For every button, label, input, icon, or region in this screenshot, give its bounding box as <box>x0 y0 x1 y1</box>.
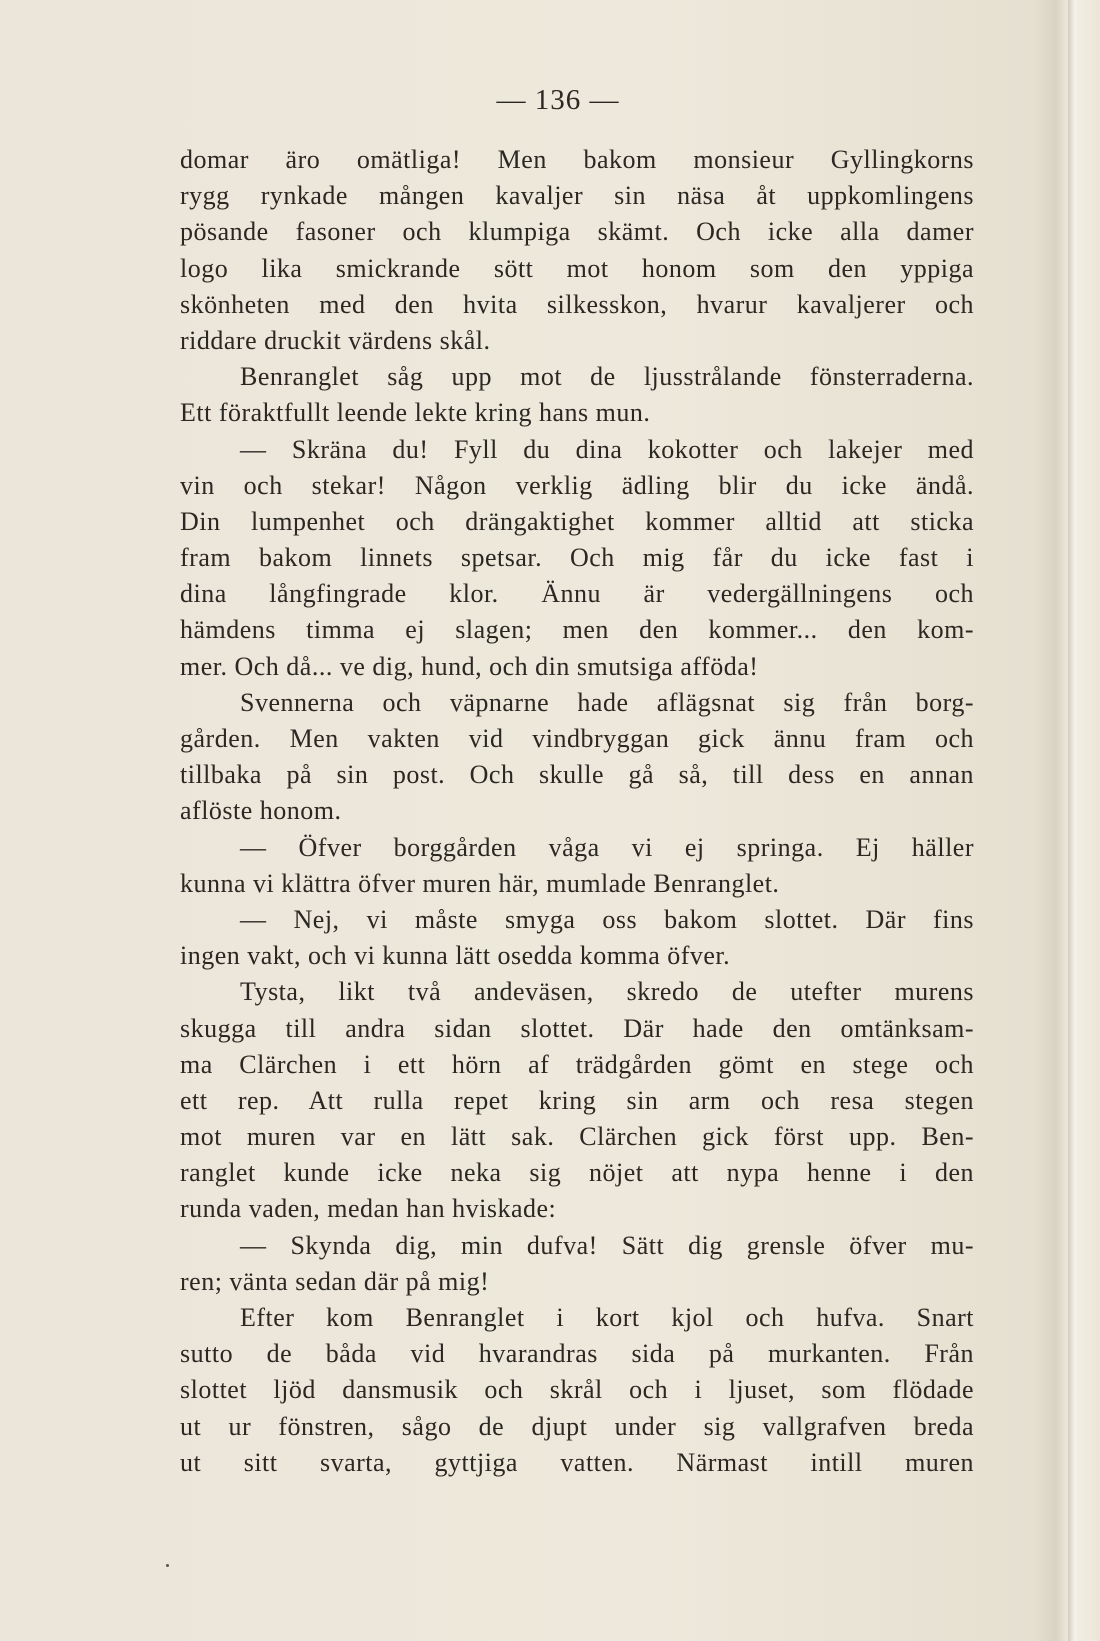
page-binding-edge <box>1068 0 1076 1641</box>
text-line: domar äro omätliga! Men bakom monsieur Gyllingkorns <box>180 145 974 174</box>
text-line: — Skräna du! Fyll du dina kokotter och lakejer med <box>240 434 974 464</box>
text-line: Efter kom Benranglet i kort kjol och hufva. Snart <box>240 1303 974 1332</box>
text-line: ut ur fönstren, sågo de djupt under sig vallgrafven breda <box>180 1411 974 1441</box>
text-line: — Öfver borggården våga vi ej springa. Ej häller <box>240 832 974 862</box>
text-line: Din lumpenhet och drängaktighet kommer alltid att sticka <box>180 506 974 536</box>
text-line: Benranglet såg upp mot de ljusstrålande fönsterraderna. <box>240 362 974 392</box>
text-line: Svennerna och väpnarne hade aflägsnat sig från borg- <box>240 687 974 717</box>
text-line: ett rep. Att rulla repet kring sin arm och resa stegen <box>180 1085 974 1115</box>
text-line: ma Clärchen i ett hörn af trädgården gömt en stege och <box>180 1049 974 1079</box>
text-line: pösande fasoner och klumpiga skämt. Och icke alla damer <box>180 217 974 247</box>
text-line: skugga till andra sidan slottet. Där hade den omtänksam- <box>180 1013 974 1043</box>
text-line: logo lika smickrande sött mot honom som den yppiga <box>180 253 974 283</box>
text-line: Ett föraktfullt leende lekte kring hans mun. <box>180 398 651 428</box>
paper-speck <box>166 1564 169 1567</box>
text-line: slottet ljöd dansmusik och skrål och i ljuset, som flödade <box>180 1375 974 1405</box>
text-line: Tysta, likt två andeväsen, skredo de utefter murens <box>240 977 974 1007</box>
text-line: ranglet kunde icke neka sig nöjet att nypa henne i den <box>180 1158 974 1188</box>
text-line: riddare druckit värdens skål. <box>180 325 491 355</box>
text-line: dina långfingrade klor. Ännu är vedergällningens och <box>180 579 974 609</box>
text-line: fram bakom linnets spetsar. Och mig får du icke fast i <box>180 543 974 573</box>
text-line: aflöste honom. <box>180 796 342 826</box>
text-line: sutto de båda vid hvarandras sida på murkanten. Från <box>180 1339 974 1369</box>
text-line: skönheten med den hvita silkesskon, hvarur kavaljerer och <box>180 289 974 319</box>
text-line: kunna vi klättra öfver muren här, mumlade Benranglet. <box>180 868 780 898</box>
text-line: tillbaka på sin post. Och skulle gå så, till dess en annan <box>180 760 974 790</box>
body-text <box>180 142 974 1481</box>
text-line: ingen vakt, och vi kunna lätt osedda komma öfver. <box>180 941 731 971</box>
text-line: ren; vänta sedan där på mig! <box>180 1266 490 1296</box>
text-line: mot muren var en lätt sak. Clärchen gick först upp. Ben- <box>180 1122 974 1152</box>
text-line: mer. Och då... ve dig, hund, och din smutsiga afföda! <box>180 651 759 681</box>
text-line: vin och stekar! Någon verklig ädling blir du icke ändå. <box>180 470 974 500</box>
text-line: ut sitt svarta, gyttjiga vatten. Närmast intill muren <box>180 1447 974 1477</box>
text-line: gården. Men vakten vid vindbryggan gick ännu fram och <box>180 724 974 753</box>
text-line: rygg rynkade mången kavaljer sin näsa åt uppkomlingens <box>180 181 974 211</box>
page-number: — 136 — <box>496 84 620 116</box>
text-line: — Nej, vi måste smyga oss bakom slottet. Där fins <box>240 904 974 934</box>
text-line: runda vaden, medan han hviskade: <box>180 1194 557 1224</box>
text-line: — Skynda dig, min dufva! Sätt dig grensle öfver mu- <box>240 1230 974 1260</box>
text-line: hämdens timma ej slagen; men den kommer... den kom- <box>180 615 974 645</box>
